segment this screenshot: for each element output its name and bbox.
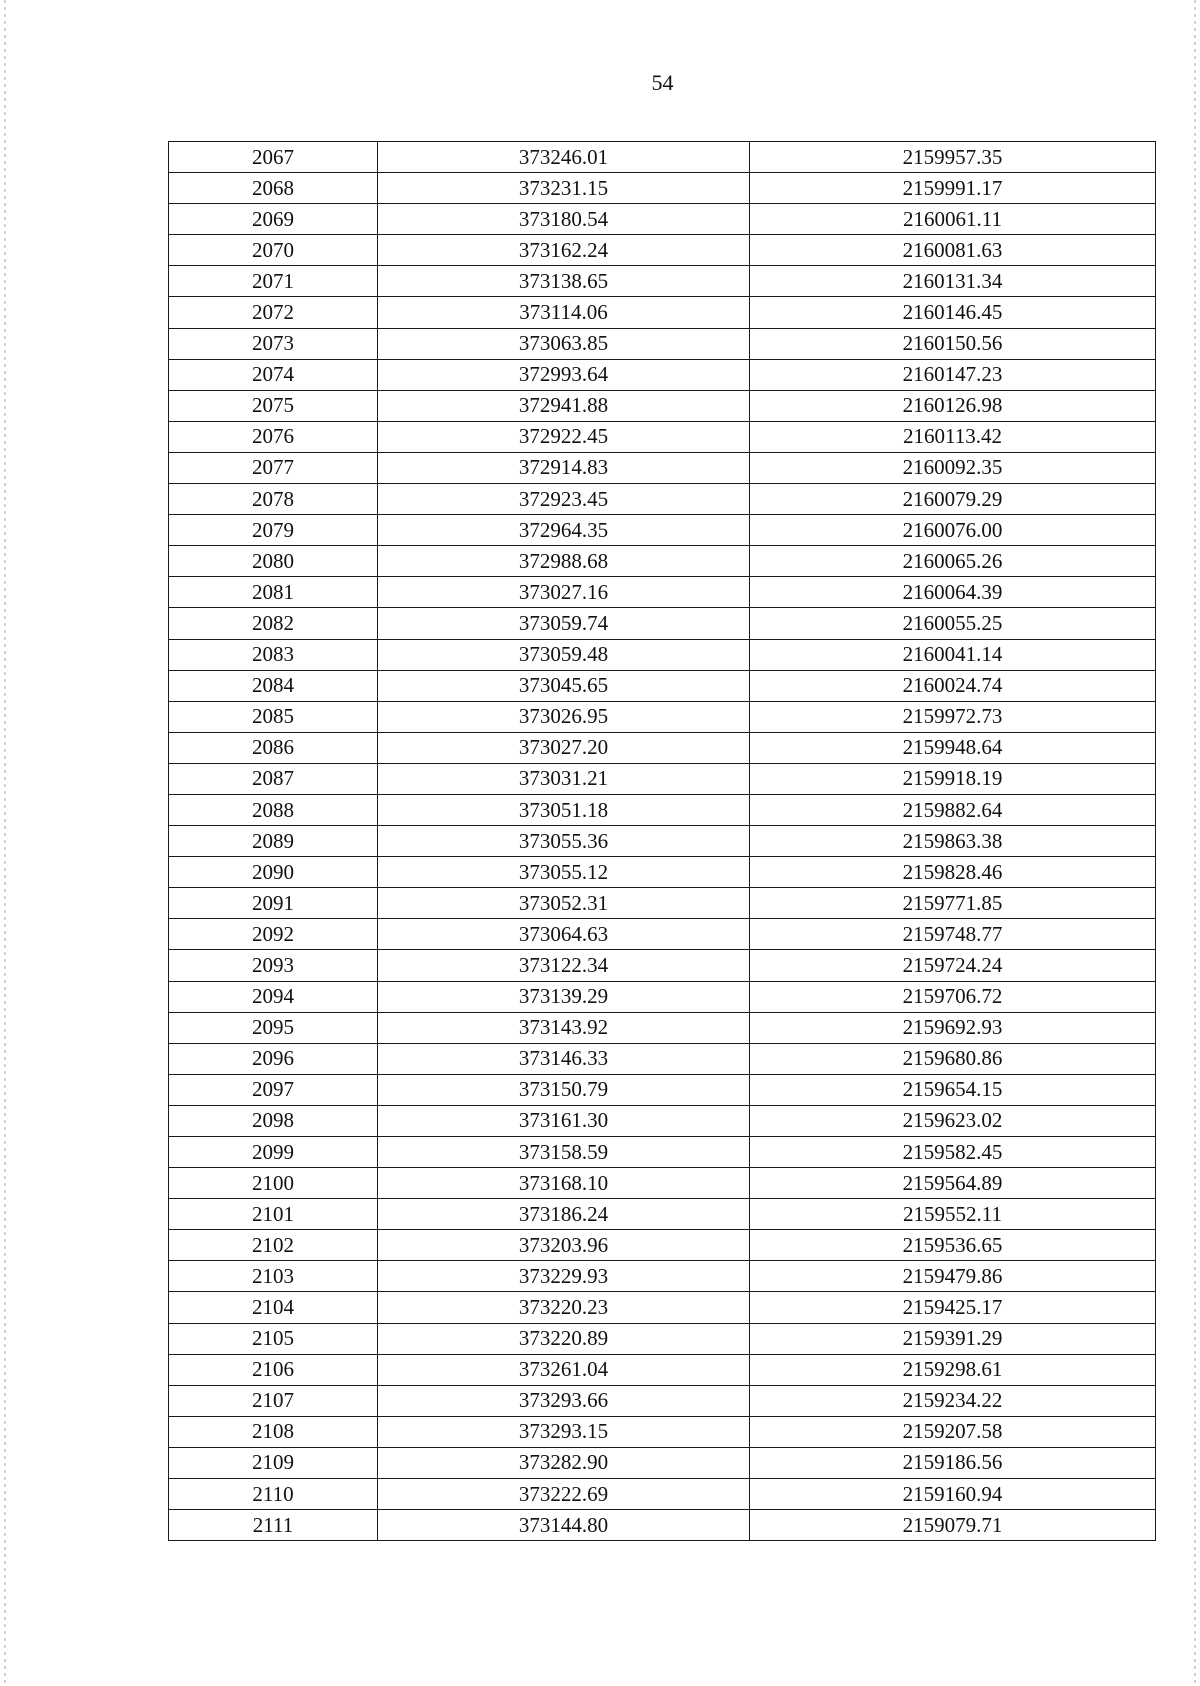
table-row [169, 1479, 1156, 1510]
table-row [169, 701, 1156, 732]
x-coordinate-cell: 373059.74 [378, 608, 750, 639]
point-id-cell: 2086 [169, 732, 378, 763]
y-coordinate-cell: 2160126.98 [750, 390, 1156, 421]
x-coordinate-cell: 373026.95 [378, 701, 750, 732]
table-row [169, 1105, 1156, 1136]
y-coordinate-cell: 2159207.58 [750, 1416, 1156, 1447]
x-coordinate-cell: 373186.24 [378, 1199, 750, 1230]
point-id-cell: 2094 [169, 981, 378, 1012]
table-row [169, 204, 1156, 235]
y-coordinate-cell: 2160150.56 [750, 328, 1156, 359]
y-coordinate-cell: 2160146.45 [750, 297, 1156, 328]
y-coordinate-cell: 2159991.17 [750, 173, 1156, 204]
y-coordinate-cell: 2159948.64 [750, 732, 1156, 763]
x-coordinate-cell: 373282.90 [378, 1447, 750, 1478]
point-id-cell: 2097 [169, 1074, 378, 1105]
coordinates-table-body [169, 142, 1156, 1541]
point-id-cell: 2069 [169, 204, 378, 235]
table-row [169, 670, 1156, 701]
y-coordinate-cell: 2159882.64 [750, 794, 1156, 825]
table-row [169, 1230, 1156, 1261]
table-row [169, 888, 1156, 919]
y-coordinate-cell: 2159680.86 [750, 1043, 1156, 1074]
x-coordinate-cell: 373031.21 [378, 763, 750, 794]
table-row [169, 235, 1156, 266]
table-row [169, 390, 1156, 421]
table-row [169, 577, 1156, 608]
point-id-cell: 2082 [169, 608, 378, 639]
page-number: 54 [651, 70, 674, 95]
table-row [169, 608, 1156, 639]
x-coordinate-cell: 373150.79 [378, 1074, 750, 1105]
point-id-cell: 2105 [169, 1323, 378, 1354]
point-id-cell: 2110 [169, 1479, 378, 1510]
point-id-cell: 2101 [169, 1199, 378, 1230]
table-row [169, 328, 1156, 359]
x-coordinate-cell: 373139.29 [378, 981, 750, 1012]
x-coordinate-cell: 373168.10 [378, 1168, 750, 1199]
point-id-cell: 2072 [169, 297, 378, 328]
point-id-cell: 2083 [169, 639, 378, 670]
scan-edge-left [4, 0, 6, 1686]
y-coordinate-cell: 2159724.24 [750, 950, 1156, 981]
x-coordinate-cell: 372941.88 [378, 390, 750, 421]
x-coordinate-cell: 373063.85 [378, 328, 750, 359]
y-coordinate-cell: 2159079.71 [750, 1510, 1156, 1541]
y-coordinate-cell: 2159748.77 [750, 919, 1156, 950]
table-row [169, 1385, 1156, 1416]
y-coordinate-cell: 2159186.56 [750, 1447, 1156, 1478]
y-coordinate-cell: 2159863.38 [750, 826, 1156, 857]
table-row [169, 1416, 1156, 1447]
table-row [169, 484, 1156, 515]
y-coordinate-cell: 2160081.63 [750, 235, 1156, 266]
point-id-cell: 2081 [169, 577, 378, 608]
y-coordinate-cell: 2160055.25 [750, 608, 1156, 639]
y-coordinate-cell: 2160041.14 [750, 639, 1156, 670]
y-coordinate-cell: 2159234.22 [750, 1385, 1156, 1416]
point-id-cell: 2099 [169, 1137, 378, 1168]
y-coordinate-cell: 2159391.29 [750, 1323, 1156, 1354]
point-id-cell: 2078 [169, 484, 378, 515]
point-id-cell: 2089 [169, 826, 378, 857]
x-coordinate-cell: 372923.45 [378, 484, 750, 515]
table-row [169, 173, 1156, 204]
y-coordinate-cell: 2159298.61 [750, 1354, 1156, 1385]
table-row [169, 359, 1156, 390]
x-coordinate-cell: 373059.48 [378, 639, 750, 670]
table-row [169, 857, 1156, 888]
x-coordinate-cell: 373161.30 [378, 1105, 750, 1136]
x-coordinate-cell: 373114.06 [378, 297, 750, 328]
table-row [169, 546, 1156, 577]
table-row [169, 794, 1156, 825]
y-coordinate-cell: 2159706.72 [750, 981, 1156, 1012]
x-coordinate-cell: 373055.12 [378, 857, 750, 888]
y-coordinate-cell: 2160076.00 [750, 515, 1156, 546]
x-coordinate-cell: 372988.68 [378, 546, 750, 577]
table-row [169, 452, 1156, 483]
y-coordinate-cell: 2160147.23 [750, 359, 1156, 390]
point-id-cell: 2107 [169, 1385, 378, 1416]
point-id-cell: 2090 [169, 857, 378, 888]
y-coordinate-cell: 2160064.39 [750, 577, 1156, 608]
x-coordinate-cell: 373203.96 [378, 1230, 750, 1261]
x-coordinate-cell: 373051.18 [378, 794, 750, 825]
y-coordinate-cell: 2159692.93 [750, 1012, 1156, 1043]
point-id-cell: 2068 [169, 173, 378, 204]
x-coordinate-cell: 372914.83 [378, 452, 750, 483]
table-row [169, 1137, 1156, 1168]
y-coordinate-cell: 2159160.94 [750, 1479, 1156, 1510]
x-coordinate-cell: 373045.65 [378, 670, 750, 701]
table-row [169, 1043, 1156, 1074]
table-row [169, 142, 1156, 173]
table-row [169, 981, 1156, 1012]
x-coordinate-cell: 373293.66 [378, 1385, 750, 1416]
point-id-cell: 2091 [169, 888, 378, 919]
y-coordinate-cell: 2159479.86 [750, 1261, 1156, 1292]
x-coordinate-cell: 373158.59 [378, 1137, 750, 1168]
x-coordinate-cell: 373052.31 [378, 888, 750, 919]
table-row [169, 950, 1156, 981]
point-id-cell: 2074 [169, 359, 378, 390]
y-coordinate-cell: 2159552.11 [750, 1199, 1156, 1230]
point-id-cell: 2109 [169, 1447, 378, 1478]
y-coordinate-cell: 2159536.65 [750, 1230, 1156, 1261]
table-row [169, 1354, 1156, 1385]
table-row [169, 763, 1156, 794]
y-coordinate-cell: 2160079.29 [750, 484, 1156, 515]
point-id-cell: 2087 [169, 763, 378, 794]
y-coordinate-cell: 2160061.11 [750, 204, 1156, 235]
y-coordinate-cell: 2159564.89 [750, 1168, 1156, 1199]
x-coordinate-cell: 373055.36 [378, 826, 750, 857]
x-coordinate-cell: 373146.33 [378, 1043, 750, 1074]
point-id-cell: 2073 [169, 328, 378, 359]
table-row [169, 919, 1156, 950]
point-id-cell: 2108 [169, 1416, 378, 1447]
point-id-cell: 2095 [169, 1012, 378, 1043]
point-id-cell: 2106 [169, 1354, 378, 1385]
x-coordinate-cell: 373144.80 [378, 1510, 750, 1541]
x-coordinate-cell: 372993.64 [378, 359, 750, 390]
y-coordinate-cell: 2160092.35 [750, 452, 1156, 483]
x-coordinate-cell: 373222.69 [378, 1479, 750, 1510]
x-coordinate-cell: 373027.16 [378, 577, 750, 608]
point-id-cell: 2071 [169, 266, 378, 297]
point-id-cell: 2093 [169, 950, 378, 981]
x-coordinate-cell: 373143.92 [378, 1012, 750, 1043]
table-row [169, 1510, 1156, 1541]
point-id-cell: 2102 [169, 1230, 378, 1261]
table-row [169, 826, 1156, 857]
x-coordinate-cell: 373122.34 [378, 950, 750, 981]
x-coordinate-cell: 373027.20 [378, 732, 750, 763]
point-id-cell: 2103 [169, 1261, 378, 1292]
x-coordinate-cell: 373220.23 [378, 1292, 750, 1323]
table-row [169, 732, 1156, 763]
y-coordinate-cell: 2160113.42 [750, 421, 1156, 452]
table-row [169, 1074, 1156, 1105]
point-id-cell: 2098 [169, 1105, 378, 1136]
point-id-cell: 2084 [169, 670, 378, 701]
y-coordinate-cell: 2160065.26 [750, 546, 1156, 577]
coordinates-table [168, 141, 1156, 1541]
point-id-cell: 2104 [169, 1292, 378, 1323]
x-coordinate-cell: 373231.15 [378, 173, 750, 204]
point-id-cell: 2096 [169, 1043, 378, 1074]
y-coordinate-cell: 2159828.46 [750, 857, 1156, 888]
table-row [169, 1168, 1156, 1199]
y-coordinate-cell: 2159654.15 [750, 1074, 1156, 1105]
table-row [169, 1261, 1156, 1292]
x-coordinate-cell: 373138.65 [378, 266, 750, 297]
table-row [169, 1199, 1156, 1230]
x-coordinate-cell: 373246.01 [378, 142, 750, 173]
x-coordinate-cell: 372964.35 [378, 515, 750, 546]
table-row [169, 1012, 1156, 1043]
x-coordinate-cell: 373064.63 [378, 919, 750, 950]
x-coordinate-cell: 373293.15 [378, 1416, 750, 1447]
point-id-cell: 2067 [169, 142, 378, 173]
x-coordinate-cell: 373180.54 [378, 204, 750, 235]
table-row [169, 639, 1156, 670]
point-id-cell: 2075 [169, 390, 378, 421]
point-id-cell: 2076 [169, 421, 378, 452]
point-id-cell: 2088 [169, 794, 378, 825]
point-id-cell: 2079 [169, 515, 378, 546]
table-row [169, 266, 1156, 297]
x-coordinate-cell: 373261.04 [378, 1354, 750, 1385]
y-coordinate-cell: 2159623.02 [750, 1105, 1156, 1136]
scan-edge-right [1194, 0, 1196, 1686]
y-coordinate-cell: 2159972.73 [750, 701, 1156, 732]
table-row [169, 1323, 1156, 1354]
y-coordinate-cell: 2159425.17 [750, 1292, 1156, 1323]
y-coordinate-cell: 2159918.19 [750, 763, 1156, 794]
x-coordinate-cell: 372922.45 [378, 421, 750, 452]
point-id-cell: 2092 [169, 919, 378, 950]
y-coordinate-cell: 2160024.74 [750, 670, 1156, 701]
point-id-cell: 2085 [169, 701, 378, 732]
y-coordinate-cell: 2159582.45 [750, 1137, 1156, 1168]
y-coordinate-cell: 2160131.34 [750, 266, 1156, 297]
y-coordinate-cell: 2159957.35 [750, 142, 1156, 173]
point-id-cell: 2080 [169, 546, 378, 577]
table-row [169, 1447, 1156, 1478]
x-coordinate-cell: 373162.24 [378, 235, 750, 266]
x-coordinate-cell: 373220.89 [378, 1323, 750, 1354]
table-row [169, 1292, 1156, 1323]
table-row [169, 421, 1156, 452]
table-row [169, 297, 1156, 328]
point-id-cell: 2100 [169, 1168, 378, 1199]
table-row [169, 515, 1156, 546]
point-id-cell: 2111 [169, 1510, 378, 1541]
point-id-cell: 2070 [169, 235, 378, 266]
x-coordinate-cell: 373229.93 [378, 1261, 750, 1292]
y-coordinate-cell: 2159771.85 [750, 888, 1156, 919]
point-id-cell: 2077 [169, 452, 378, 483]
